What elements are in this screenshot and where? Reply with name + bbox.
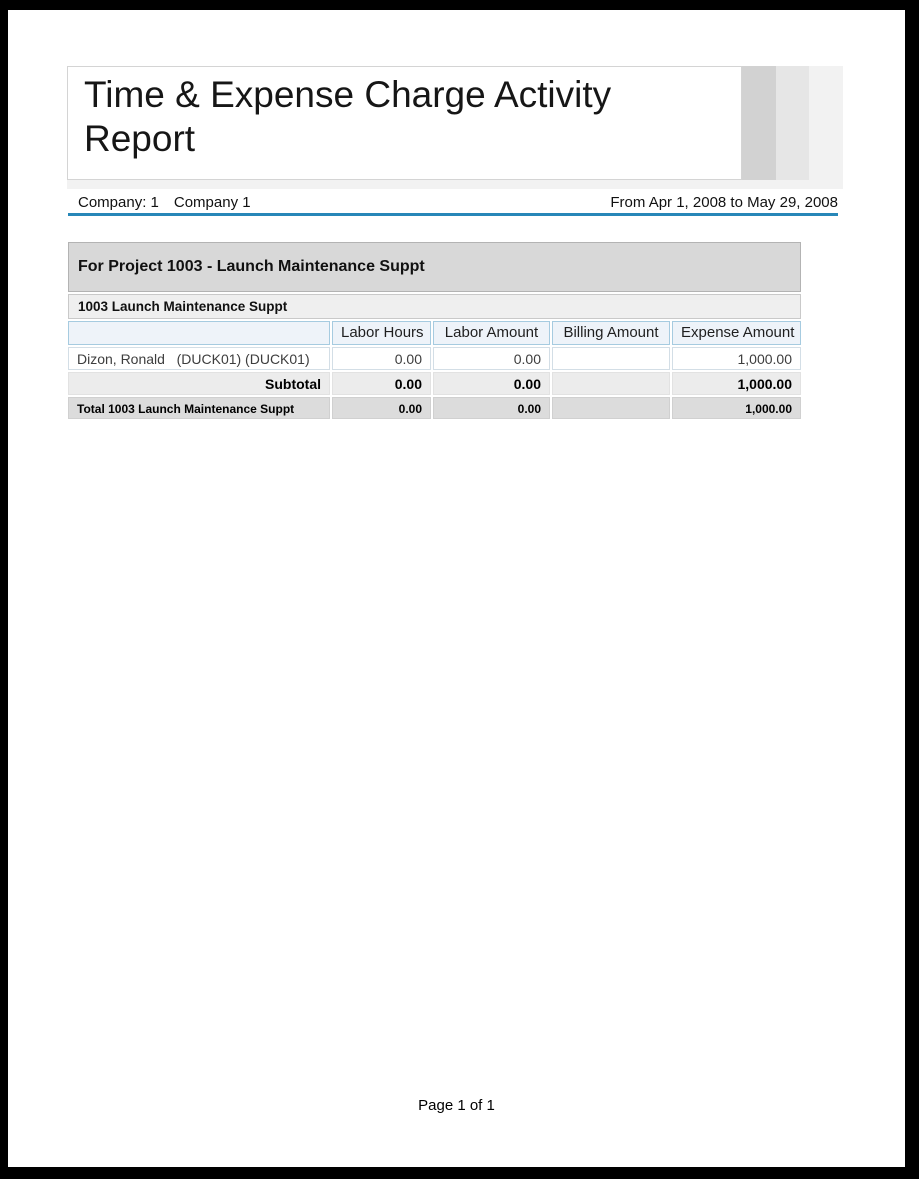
- employee-row: [68, 347, 801, 370]
- total-labor-amount-cell: 0.00: [433, 397, 550, 419]
- report-title: Time & Expense Charge Activity Report: [67, 66, 742, 180]
- employee-name-cell: Dizon, Ronald (DUCK01) (DUCK01): [68, 347, 330, 370]
- page-number-footer: Page 1 of 1: [418, 1097, 495, 1114]
- subtotal-labor-hours-cell: 0.00: [332, 372, 431, 395]
- col-header-labor-hours: Labor Hours: [332, 321, 431, 345]
- company-name: Company 1: [173, 194, 251, 211]
- col-header-expense-amount: Expense Amount: [672, 321, 801, 345]
- col-header-blank: [68, 321, 330, 345]
- title-band-medium: [776, 66, 809, 180]
- company-info: [78, 194, 251, 211]
- subtotal-label-cell: Subtotal: [68, 372, 330, 395]
- subtotal-labor-amount-cell: 0.00: [433, 372, 550, 395]
- header-divider-rule: [68, 213, 838, 216]
- report-paper: [8, 10, 905, 1167]
- title-strip: [67, 66, 843, 180]
- date-range: From Apr 1, 2008 to May 29, 2008: [610, 194, 838, 211]
- employee-labor-amount-cell: 0.00: [433, 347, 550, 370]
- subtotal-billing-amount-cell: [552, 372, 670, 395]
- company-label: Company: 1: [78, 194, 159, 211]
- employee-billing-amount-cell: [552, 347, 670, 370]
- subtotal-expense-amount-cell: 1,000.00: [672, 372, 801, 395]
- employee-expense-amount-cell: 1,000.00: [672, 347, 801, 370]
- project-total-row: [68, 397, 801, 419]
- column-header-row: [68, 321, 801, 345]
- employee-labor-hours-cell: 0.00: [332, 347, 431, 370]
- total-labor-hours-cell: 0.00: [332, 397, 431, 419]
- col-header-billing-amount: Billing Amount: [552, 321, 670, 345]
- total-billing-amount-cell: [552, 397, 670, 419]
- title-band-light: [809, 66, 843, 180]
- total-expense-amount-cell: 1,000.00: [672, 397, 801, 419]
- title-band-dark: [742, 66, 776, 180]
- project-section-header: For Project 1003 - Launch Maintenance Suppt: [68, 242, 801, 292]
- project-subheader: 1003 Launch Maintenance Suppt: [68, 294, 801, 319]
- title-strip-shadow: [67, 180, 843, 189]
- col-header-labor-amount: Labor Amount: [433, 321, 550, 345]
- total-label-cell: Total 1003 Launch Maintenance Suppt: [68, 397, 330, 419]
- company-date-row: [68, 194, 838, 213]
- project-report-table: [68, 242, 801, 419]
- subtotal-row: [68, 372, 801, 395]
